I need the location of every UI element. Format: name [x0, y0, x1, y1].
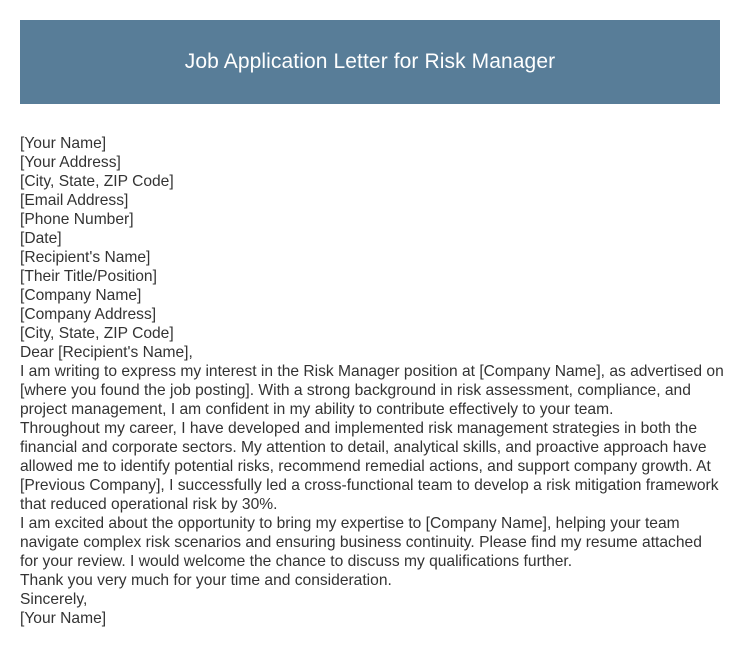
paragraph-thanks: Thank you very much for your time and consideration. — [20, 572, 392, 589]
letter-header-banner — [20, 20, 720, 104]
salutation: Dear [Recipient's Name], — [20, 344, 193, 361]
sender-address: [Your Address] — [20, 154, 121, 171]
paragraph-experience: Throughout my career, I have developed and implemented risk management strategies in both the financial and corporate sectors. My attention to detail, analytical skills, and proactive approach have allowed me to identify potential risks, recommend remedial actions, and support company growth. At [Previous Company], I successfully led a cross-functional team to develop a risk mitigation framework that reduced operational risk by 30%. — [20, 420, 719, 513]
recipient-address: [Company Address] — [20, 306, 157, 323]
sender-name: [Your Name] — [20, 135, 107, 152]
recipient-name: [Recipient's Name] — [20, 249, 151, 266]
page-title: Job Application Letter for Risk Manager — [184, 50, 556, 73]
recipient-company: [Company Name] — [20, 287, 142, 304]
paragraph-opportunity: I am excited about the opportunity to bring my expertise to [Company Name], helping your team navigate complex risk scenarios and ensuring business continuity. Please find my resume attached for your review. I would welcome the chance to discuss my qualifications further. — [20, 515, 702, 570]
paragraph-interest: I am writing to express my interest in the Risk Manager position at [Company Name], as advertised on [where you found the job posting]. With a strong background in risk assessment, compliance, and project management, I am confident in my ability to contribute effectively to your team. — [20, 363, 724, 418]
recipient-city-state-zip: [City, State, ZIP Code] — [20, 325, 174, 342]
sender-phone: [Phone Number] — [20, 211, 134, 228]
recipient-title: [Their Title/Position] — [20, 268, 157, 285]
sender-email: [Email Address] — [20, 192, 129, 209]
signature: [Your Name] — [20, 610, 107, 627]
sender-city-state-zip: [City, State, ZIP Code] — [20, 173, 174, 190]
closing: Sincerely, — [20, 591, 88, 608]
letter-body — [20, 134, 724, 628]
letter-date: [Date] — [20, 230, 62, 247]
